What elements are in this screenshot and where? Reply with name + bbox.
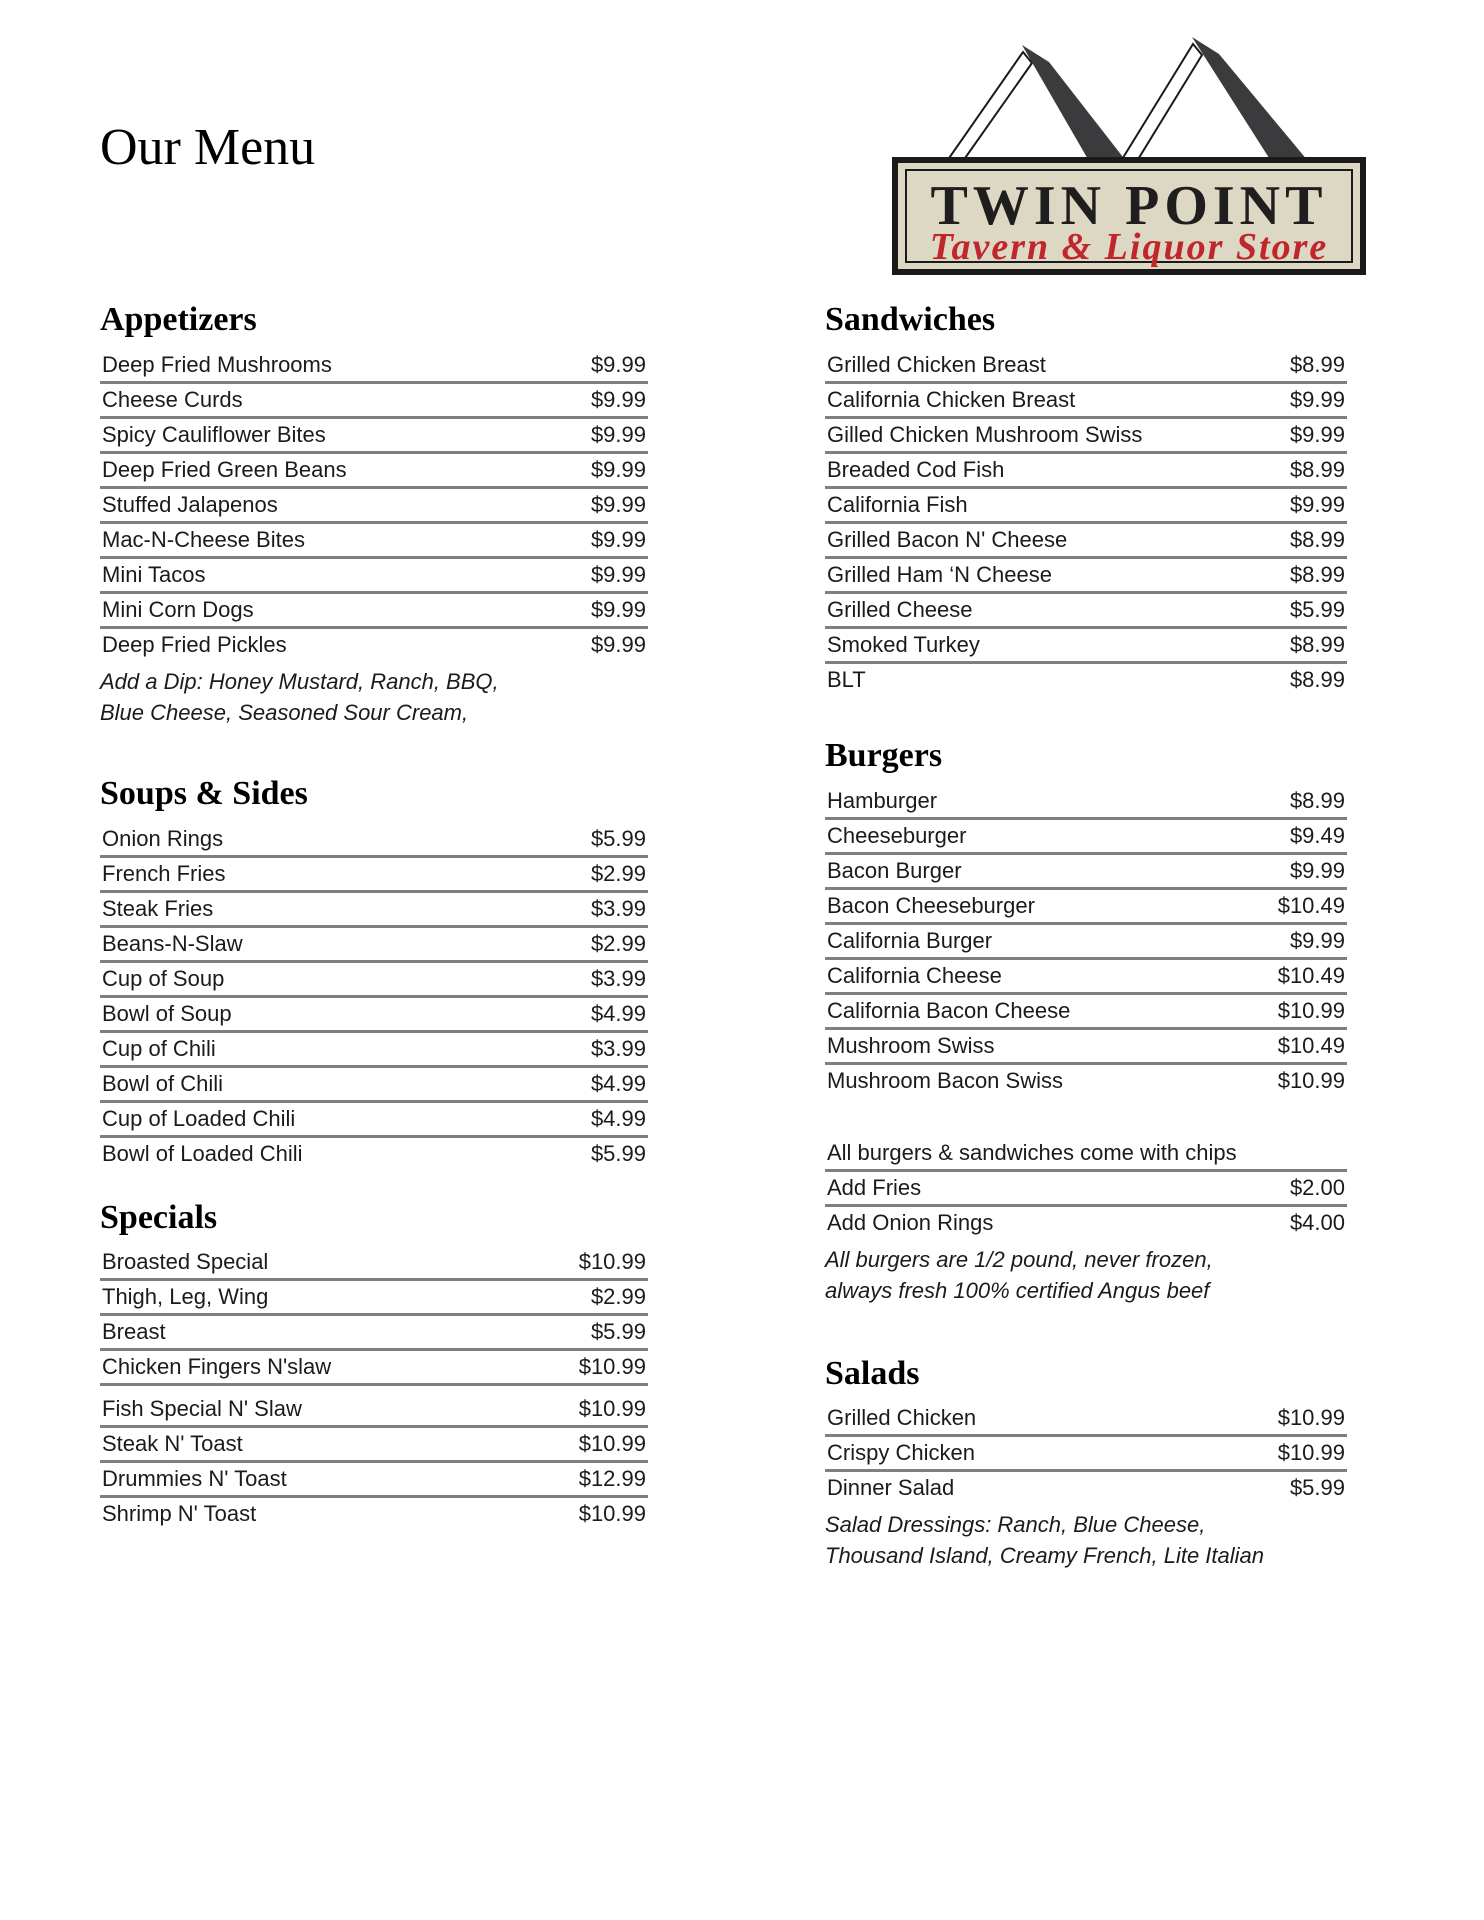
note-line: always fresh 100% certified Angus beef (825, 1277, 1210, 1303)
sandwiches-title: Sandwiches (825, 301, 996, 338)
item-price: $10.99 (578, 1431, 646, 1457)
addon-row (825, 1207, 1347, 1239)
page-title: Our Menu (100, 119, 316, 176)
item-price: $2.99 (590, 860, 646, 886)
item-price: $9.99 (590, 421, 646, 447)
item-price: $9.99 (590, 456, 646, 482)
menu-item-row (825, 384, 1347, 419)
soups-sides-rows (100, 823, 648, 1170)
item-name: Thigh, Leg, Wing (102, 1284, 269, 1310)
menu-item-row (100, 629, 648, 661)
item-price: $10.99 (1277, 997, 1345, 1023)
item-name: French Fries (102, 860, 226, 886)
item-name: California Cheese (827, 962, 1002, 988)
menu-item-row (100, 1281, 648, 1316)
menu-item-row (100, 1351, 648, 1386)
item-price: $3.99 (590, 895, 646, 921)
item-name: Add Onion Rings (827, 1209, 994, 1235)
item-name: California Burger (827, 927, 993, 953)
menu-item-row (100, 1103, 648, 1138)
menu-item-row (100, 1463, 648, 1498)
menu-item-row (100, 1498, 648, 1530)
item-name: Bacon Burger (827, 857, 962, 883)
item-price: $10.49 (1277, 1032, 1345, 1058)
item-name: Breast (102, 1319, 166, 1345)
menu-item-row (825, 855, 1347, 890)
item-price: $9.99 (1289, 927, 1345, 953)
salads-rows (825, 1402, 1347, 1504)
item-price: $10.49 (1277, 892, 1345, 918)
item-name: Broasted Special (102, 1249, 269, 1275)
burger-addons-block (825, 1137, 1347, 1239)
item-name: BLT (827, 666, 866, 692)
item-name: Smoked Turkey (827, 631, 980, 657)
item-name: Steak Fries (102, 895, 214, 921)
menu-item-row (100, 1068, 648, 1103)
item-name: Bowl of Chili (102, 1070, 224, 1096)
menu-item-row (825, 890, 1347, 925)
menu-item-row (825, 785, 1347, 820)
menu-item-row (825, 664, 1347, 696)
item-price: $10.99 (578, 1501, 646, 1527)
note-line: All burgers are 1/2 pound, never frozen, (825, 1246, 1213, 1272)
item-price: $4.99 (590, 1105, 646, 1131)
item-price: $5.99 (590, 1319, 646, 1345)
menu-item-row (825, 960, 1347, 995)
section-appetizers (100, 300, 648, 728)
item-price: $8.99 (1289, 666, 1345, 692)
item-price: $4.00 (1289, 1209, 1345, 1235)
peak2-left-slope (1121, 44, 1202, 161)
menu-item-row (825, 995, 1347, 1030)
note-line: Salad Dressings: Ranch, Blue Cheese, (825, 1512, 1206, 1538)
appetizers-title: Appetizers (100, 301, 257, 338)
item-name: Cup of Chili (102, 1035, 216, 1061)
appetizers-rows (100, 349, 648, 661)
item-name: California Chicken Breast (827, 386, 1076, 412)
item-price: $9.99 (590, 596, 646, 622)
section-burgers (825, 736, 1347, 1306)
item-price: $5.99 (1289, 596, 1345, 622)
item-name: Cheese Curds (102, 386, 243, 412)
item-price: $9.99 (590, 526, 646, 552)
item-price: $5.99 (590, 1140, 646, 1166)
item-name: Deep Fried Green Beans (102, 456, 347, 482)
logo-name: TWIN POINT (930, 175, 1328, 237)
section-salads (825, 1354, 1347, 1572)
item-name: Breaded Cod Fish (827, 456, 1005, 482)
item-price: $9.99 (1289, 421, 1345, 447)
twin-point-logo (860, 28, 1380, 288)
menu-item-row (100, 1428, 648, 1463)
menu-item-row (825, 1065, 1347, 1097)
sandwiches-rows (825, 349, 1347, 696)
specials-rows (100, 1246, 648, 1530)
item-price: $9.99 (590, 386, 646, 412)
menu-item-row (825, 524, 1347, 559)
item-price: $8.99 (1289, 631, 1345, 657)
left-column (100, 300, 648, 1530)
item-name: Bowl of Soup (102, 1000, 232, 1026)
item-price: $12.99 (578, 1466, 646, 1492)
salads-dressings-note (825, 1509, 1347, 1571)
menu-item-row (100, 489, 648, 524)
right-column (825, 300, 1347, 1571)
menu-item-row (100, 384, 648, 419)
item-price: $10.99 (1277, 1067, 1345, 1093)
item-price: $3.99 (590, 965, 646, 991)
menu-item-row (100, 594, 648, 629)
menu-item-row (825, 559, 1347, 594)
menu-item-row (100, 928, 648, 963)
menu-item-row (825, 489, 1347, 524)
item-name: Onion Rings (102, 825, 224, 851)
menu-item-row (825, 820, 1347, 855)
item-price: $8.99 (1289, 561, 1345, 587)
item-price: $9.99 (590, 631, 646, 657)
item-price: $4.99 (590, 1000, 646, 1026)
item-name: California Bacon Cheese (827, 997, 1071, 1023)
item-price: $9.99 (590, 351, 646, 377)
menu-item-row (100, 1138, 648, 1170)
item-name: Grilled Chicken Breast (827, 351, 1046, 377)
specials-title: Specials (100, 1198, 218, 1236)
item-name: Hamburger (827, 787, 938, 813)
item-name: Mushroom Bacon Swiss (827, 1067, 1063, 1093)
item-name: Gilled Chicken Mushroom Swiss (827, 421, 1143, 447)
peak2-beam (1192, 37, 1308, 161)
menu-item-row (100, 893, 648, 928)
item-name: Spicy Cauliflower Bites (102, 421, 326, 447)
item-price: $2.99 (590, 930, 646, 956)
item-name: Bacon Cheeseburger (827, 892, 1035, 918)
item-name: Fish Special N' Slaw (102, 1396, 302, 1422)
menu-item-row (825, 1472, 1347, 1504)
menu-item-row (825, 925, 1347, 960)
item-name: Shrimp N' Toast (102, 1501, 257, 1527)
item-price: $9.99 (1289, 386, 1345, 412)
item-price: $9.99 (590, 491, 646, 517)
item-name: Grilled Bacon N' Cheese (827, 526, 1068, 552)
item-name: Stuffed Jalapenos (102, 491, 278, 517)
item-name: Mini Tacos (102, 561, 206, 587)
peak1-left-slope (947, 52, 1032, 161)
item-name: Steak N' Toast (102, 1431, 243, 1457)
item-price: $3.99 (590, 1035, 646, 1061)
menu-item-row (100, 524, 648, 559)
peak1-beam (1022, 45, 1126, 161)
menu-item-row (825, 1437, 1347, 1472)
item-price: $5.99 (1289, 1475, 1345, 1501)
menu-item-row (100, 559, 648, 594)
item-name: Beans-N-Slaw (102, 930, 243, 956)
item-name: Mushroom Swiss (827, 1032, 995, 1058)
item-name: Grilled Ham ‘N Cheese (827, 561, 1052, 587)
item-name: Deep Fried Pickles (102, 631, 287, 657)
burgers-note (825, 1244, 1347, 1306)
item-price: $10.99 (1277, 1405, 1345, 1431)
item-price: $10.49 (1277, 962, 1345, 988)
item-price: $2.99 (590, 1284, 646, 1310)
menu-item-row (100, 1246, 648, 1281)
menu-item-row (825, 629, 1347, 664)
item-name: Deep Fried Mushrooms (102, 351, 332, 377)
item-price: $4.99 (590, 1070, 646, 1096)
appetizers-dip-note (100, 666, 648, 728)
item-name: Cup of Soup (102, 965, 225, 991)
menu-item-row (825, 594, 1347, 629)
item-price: $10.99 (578, 1396, 646, 1422)
item-price: $8.99 (1289, 526, 1345, 552)
menu-item-row (100, 858, 648, 893)
note-line: Add a Dip: Honey Mustard, Ranch, BBQ, (100, 668, 499, 694)
item-price: $9.99 (1289, 857, 1345, 883)
addon-row (825, 1172, 1347, 1207)
logo-tagline: Tavern & Liquor Store (929, 226, 1329, 268)
menu-item-row (100, 1316, 648, 1351)
item-name: Grilled Cheese (827, 596, 973, 622)
section-soups-sides (100, 774, 648, 1170)
menu-item-row (100, 963, 648, 998)
item-name: Grilled Chicken (827, 1405, 977, 1431)
menu-item-row (825, 1030, 1347, 1065)
burgers-rows (825, 785, 1347, 1097)
menu-item-row (100, 419, 648, 454)
mountain-peaks-icon (860, 28, 1380, 288)
item-price: $9.49 (1289, 822, 1345, 848)
item-name: Drummies N' Toast (102, 1466, 287, 1492)
section-specials (100, 1198, 648, 1531)
note-line: Thousand Island, Creamy French, Lite Italian (825, 1543, 1265, 1569)
menu-item-row (825, 349, 1347, 384)
item-name: Cup of Loaded Chili (102, 1105, 296, 1131)
item-name: Chicken Fingers N'slaw (102, 1354, 332, 1380)
item-name: Add Fries (827, 1174, 922, 1200)
chips-note-row (825, 1137, 1347, 1172)
item-name: Mac-N-Cheese Bites (102, 526, 305, 552)
menu-item-row (825, 454, 1347, 489)
addon-rows (825, 1172, 1347, 1239)
chips-note: All burgers & sandwiches come with chips (827, 1139, 1237, 1165)
item-name: Cheeseburger (827, 822, 967, 848)
menu-item-row (100, 454, 648, 489)
item-price: $10.99 (1277, 1440, 1345, 1466)
item-name: California Fish (827, 491, 968, 517)
soups-sides-title: Soups & Sides (100, 774, 308, 812)
item-name: Dinner Salad (827, 1475, 955, 1501)
burgers-title: Burgers (825, 736, 943, 774)
item-price: $5.99 (590, 825, 646, 851)
item-name: Mini Corn Dogs (102, 596, 254, 622)
menu-item-row (825, 1402, 1347, 1437)
item-price: $8.99 (1289, 456, 1345, 482)
note-line: Blue Cheese, Seasoned Sour Cream, (100, 699, 469, 725)
item-price: $8.99 (1289, 787, 1345, 813)
item-price: $9.99 (1289, 491, 1345, 517)
menu-item-row (100, 1393, 648, 1428)
item-price: $2.00 (1289, 1174, 1345, 1200)
item-price: $9.99 (590, 561, 646, 587)
salads-title: Salads (825, 1354, 920, 1392)
item-price: $8.99 (1289, 351, 1345, 377)
item-price: $10.99 (578, 1354, 646, 1380)
menu-item-row (100, 823, 648, 858)
menu-item-row (100, 349, 648, 384)
menu-item-row (100, 998, 648, 1033)
item-name: Crispy Chicken (827, 1440, 975, 1466)
menu-item-row (825, 419, 1347, 454)
item-name: Bowl of Loaded Chili (102, 1140, 303, 1166)
item-price: $10.99 (578, 1249, 646, 1275)
section-sandwiches (825, 300, 1347, 696)
menu-item-row (100, 1033, 648, 1068)
